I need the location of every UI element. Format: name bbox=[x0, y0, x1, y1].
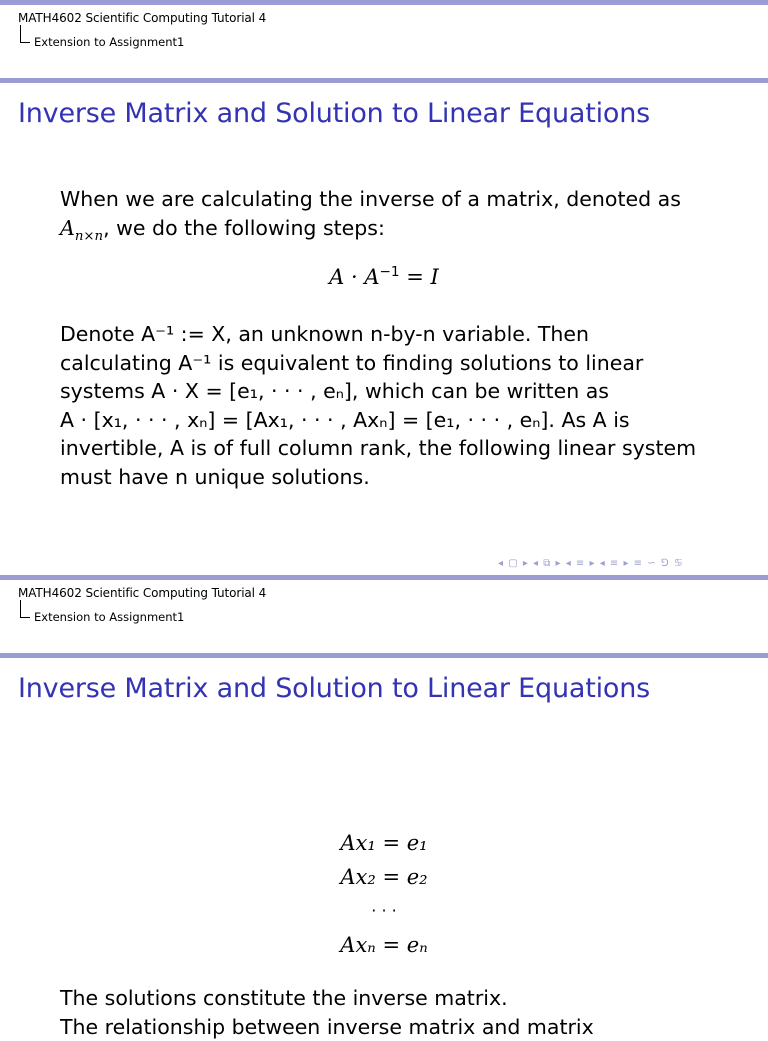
denote-paragraph bbox=[60, 320, 700, 491]
intro-line-2 bbox=[60, 214, 700, 252]
tree-corner-icon bbox=[20, 25, 30, 43]
denote-line-4: A · [x₁, · · · , xₙ] = [Ax₁, · · · , Axₙ] = [e₁, · · · , eₙ]. As A is bbox=[60, 406, 700, 435]
beamer-navigation[interactable]: ◂ ▢ ▸ ◂ ⧉ ▸ ◂ ≡ ▸ ◂ ≡ ▸ ≡ ∽ ⅁ ♋ bbox=[498, 558, 684, 569]
slide-header bbox=[18, 586, 266, 624]
top-rule bbox=[0, 575, 768, 580]
inverse-equation bbox=[0, 264, 768, 289]
equation-2: Ax₂ = e₂ bbox=[0, 860, 768, 894]
intro-line-2-text: , we do the following steps: bbox=[103, 216, 385, 240]
course-title: MATH4602 Scientific Computing Tutorial 4 bbox=[18, 11, 266, 25]
conclusion-line-2: The relationship between inverse matrix and matrix bbox=[60, 1013, 700, 1041]
section-title bbox=[18, 610, 266, 624]
matrix-subscript: n×n bbox=[75, 229, 103, 244]
section-label: Extension to Assignment1 bbox=[34, 35, 184, 49]
denote-line-5: invertible, A is of full column rank, the following linear system bbox=[60, 434, 700, 463]
matrix-symbol: A bbox=[60, 216, 75, 240]
intro-paragraph bbox=[60, 185, 700, 251]
equation-n: Axₙ = eₙ bbox=[0, 928, 768, 962]
equation-ellipsis: · · · bbox=[0, 894, 768, 928]
header-rule bbox=[0, 78, 768, 83]
denote-line-1: Denote A⁻¹ := X, an unknown n-by-n variable. Then bbox=[60, 320, 700, 349]
eq-rhs: = I bbox=[400, 265, 439, 289]
section-label: Extension to Assignment1 bbox=[34, 610, 184, 624]
course-title: MATH4602 Scientific Computing Tutorial 4 bbox=[18, 586, 266, 600]
top-rule bbox=[0, 0, 768, 5]
denote-line-6: must have n unique solutions. bbox=[60, 463, 700, 492]
header-rule bbox=[0, 653, 768, 658]
eq-lhs: A · A bbox=[329, 265, 379, 289]
tree-corner-icon bbox=[20, 600, 30, 618]
equation-1: Ax₁ = e₁ bbox=[0, 826, 768, 860]
denote-line-3: systems A · X = [e₁, · · · , eₙ], which can be written as bbox=[60, 377, 700, 406]
denote-line-2: calculating A⁻¹ is equivalent to finding solutions to linear bbox=[60, 349, 700, 378]
eq-sup: −1 bbox=[380, 264, 400, 280]
conclusion-paragraph bbox=[60, 984, 700, 1041]
equation-system bbox=[0, 826, 768, 962]
slide-title: Inverse Matrix and Solution to Linear Equations bbox=[18, 98, 650, 129]
intro-line-1: When we are calculating the inverse of a matrix, denoted as bbox=[60, 185, 700, 214]
slide-header bbox=[18, 11, 266, 49]
conclusion-line-1: The solutions constitute the inverse matrix. bbox=[60, 984, 700, 1013]
section-title bbox=[18, 35, 266, 49]
slide-title: Inverse Matrix and Solution to Linear Equations bbox=[18, 673, 650, 704]
